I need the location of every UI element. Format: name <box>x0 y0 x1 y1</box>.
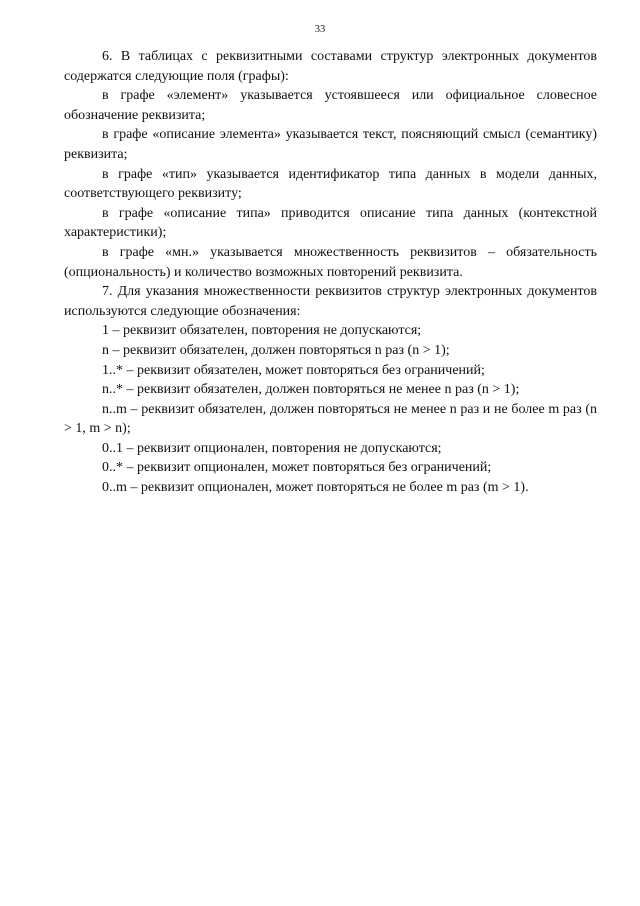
paragraph-element: в графе «элемент» указывается устоявшееся или официальное словесное обозначение реквизита; <box>64 88 597 123</box>
page-number: 33 <box>314 24 326 35</box>
paragraph-7: 7. Для указания множественности реквизитов структур электронных документов используются следующие обозначения: <box>64 284 597 319</box>
notation-item: 0..1 – реквизит опционален, повторения не допускаются; <box>102 440 442 456</box>
notation-item: n – реквизит обязателен, должен повторяться n раз (n > 1); <box>102 342 450 358</box>
notation-item: 0..m – реквизит опционален, может повторяться не более m раз (m > 1). <box>102 480 529 496</box>
paragraph-type: в графе «тип» указывается идентификатор типа данных в модели данных, соответствующего реквизиту; <box>64 166 597 202</box>
notation-item: 1..* – реквизит обязателен, может повторяться без ограничений; <box>102 362 485 378</box>
paragraph-6: 6. В таблицах с реквизитными составами структур электронных документов содержатся следующие поля (графы): <box>64 49 597 84</box>
paragraph-multiplicity: в графе «мн.» указывается множественность реквизитов – обязательность (опциональность) и количество возможных повторений реквизита. <box>64 244 597 280</box>
body-text <box>64 47 597 498</box>
paragraph-type-description: в графе «описание типа» приводится описание типа данных (контекстной характеристики); <box>64 205 597 241</box>
notation-item: 1 – реквизит обязателен, повторения не допускаются; <box>102 323 422 339</box>
notation-item: 0..* – реквизит опционален, может повторяться без ограничений; <box>102 460 492 476</box>
paragraph-element-description: в графе «описание элемента» указывается текст, поясняющий смысл (семантику) реквизита; <box>64 127 597 162</box>
notation-item: n..m – реквизит обязателен, должен повторяться не менее n раз и не более m раз (n > 1, m > n); <box>64 401 597 437</box>
notation-item: n..* – реквизит обязателен, должен повторяться не менее n раз (n > 1); <box>102 382 520 398</box>
